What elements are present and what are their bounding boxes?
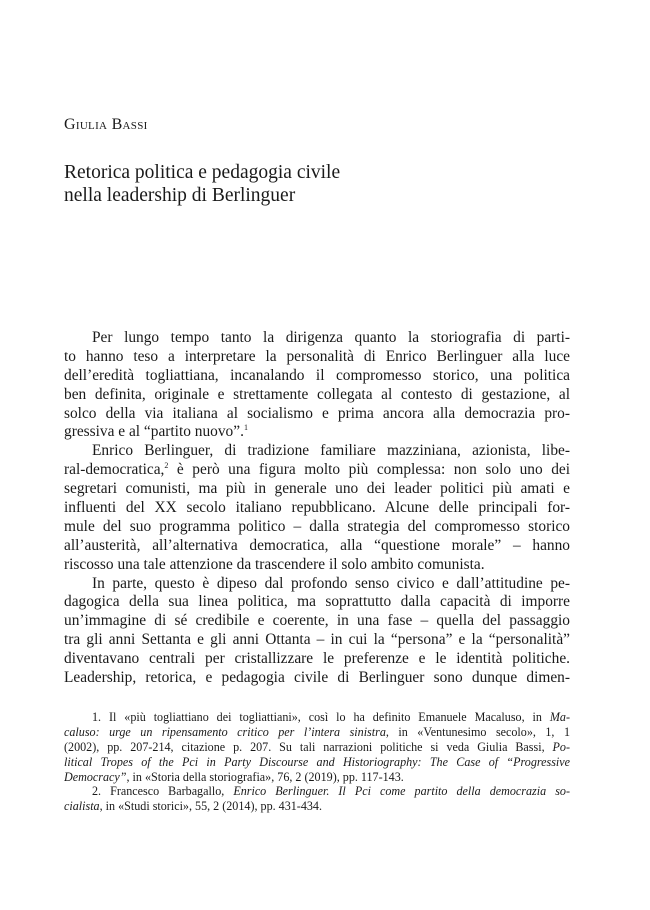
body-line: In parte, questo è dipeso dal profondo senso civico e dall’attitudine pe- xyxy=(92,574,570,592)
body-line: ben definita, originale e strettamente collegata al contesto di gestazione, al xyxy=(64,385,570,403)
footnote-ref-1[interactable]: 1 xyxy=(243,423,248,433)
body-line: dagogica della sua linea politica, ma soprattutto dalla capacità di imporre xyxy=(64,593,570,611)
body-line-text: gressiva e al “partito nuovo”. xyxy=(64,423,244,441)
footnote-text: , in «Storia della storiografia», 76, 2 (2019), pp. 117-143. xyxy=(126,769,404,784)
body-line: Leadership, retorica, e pedagogia civile di Berlinguer sono dunque dimen- xyxy=(64,669,570,687)
footnote-text: (2002), pp. 207-214, citazione p. 207. Su tali narrazioni politiche si veda Giulia Bassi, xyxy=(64,739,553,754)
footnote-text: 1. Il «più togliattiano dei togliattiani», così lo ha definito Emanuele Macaluso, in xyxy=(92,710,550,724)
body-text xyxy=(64,329,570,688)
footnote-italic: caluso: urge un ripensamento critico per l’intera sinistra xyxy=(64,724,386,739)
footnote-line xyxy=(64,710,570,725)
body-line: mule del suo programma politico – dalla strategia del compromesso storico xyxy=(64,517,570,535)
footnote-italic: Po- xyxy=(552,739,570,754)
body-line-text: è però una figura molto più complessa: non solo uno dei xyxy=(168,461,570,479)
body-line: segretari comunisti, ma più in generale uno dei leader politici più amati e xyxy=(64,480,570,498)
body-line: all’austerità, all’alternativa democratica, alla “questione morale” – hanno xyxy=(64,536,570,554)
footnote-line xyxy=(64,784,570,799)
footnote-line xyxy=(64,725,570,740)
footnote-text: , in «Studi storici», 55, 2 (2014), pp. 431-434. xyxy=(99,799,322,814)
footnote-ref-2[interactable]: 2 xyxy=(164,461,169,471)
footnote-line xyxy=(64,740,570,755)
title-line: nella leadership di Berlinguer xyxy=(64,185,296,206)
footnote-text: , in «Ventunesimo secolo», 1, 1 xyxy=(385,724,570,739)
footnote-line xyxy=(64,770,570,785)
body-line xyxy=(64,461,570,480)
body-line: to hanno teso a interpretare la personalità di Enrico Berlinguer alla luce xyxy=(64,347,570,365)
body-line: riscosso una tale attenzione da trascendere il solo ambito comunista. xyxy=(64,555,485,573)
footnote-line xyxy=(64,799,570,814)
body-line: dell’eredità togliattiana, incanalando il compromesso storico, una politica xyxy=(64,366,570,384)
body-line xyxy=(64,423,570,442)
footnote-line xyxy=(64,755,570,770)
article-title xyxy=(64,161,584,207)
footnote-italic: Democracy” xyxy=(64,769,127,784)
body-line: Enrico Berlinguer, di tradizione familiare mazziniana, azionista, libe- xyxy=(92,442,570,460)
footnote-text: 2. Francesco Barbagallo, xyxy=(92,784,234,799)
body-line: solco della via italiana al socialismo e prima ancora alla democrazia pro- xyxy=(64,404,570,422)
body-line-text: ral-democratica, xyxy=(64,461,165,479)
footnote-italic: litical Tropes of the Pci in Party Discourse and Historiography: The Case of “Progressive xyxy=(64,754,570,769)
author-name: Giulia Bassi xyxy=(64,116,148,133)
body-line: diventavano centrali per cristallizzare le preferenze e le identità politiche. xyxy=(64,650,570,668)
body-line: tra gli anni Settanta e gli anni Ottanta – in cui la “persona” e la “personalità” xyxy=(64,631,570,649)
footnotes xyxy=(64,710,570,814)
body-line: Per lungo tempo tanto la dirigenza quanto la storiografia di parti- xyxy=(92,329,570,346)
footnote-italic: Ma- xyxy=(549,710,570,724)
body-line: un’immagine di sé credibile e coerente, in una fase – quella del passaggio xyxy=(64,612,570,630)
title-line: Retorica politica e pedagogia civile xyxy=(64,162,341,183)
footnote-italic: Enrico Berlinguer. Il Pci come partito della democrazia so- xyxy=(233,784,570,799)
footnote-italic: cialista xyxy=(64,799,100,814)
body-line: influenti del XX secolo italiano repubblicano. Alcune delle principali for- xyxy=(64,499,570,517)
